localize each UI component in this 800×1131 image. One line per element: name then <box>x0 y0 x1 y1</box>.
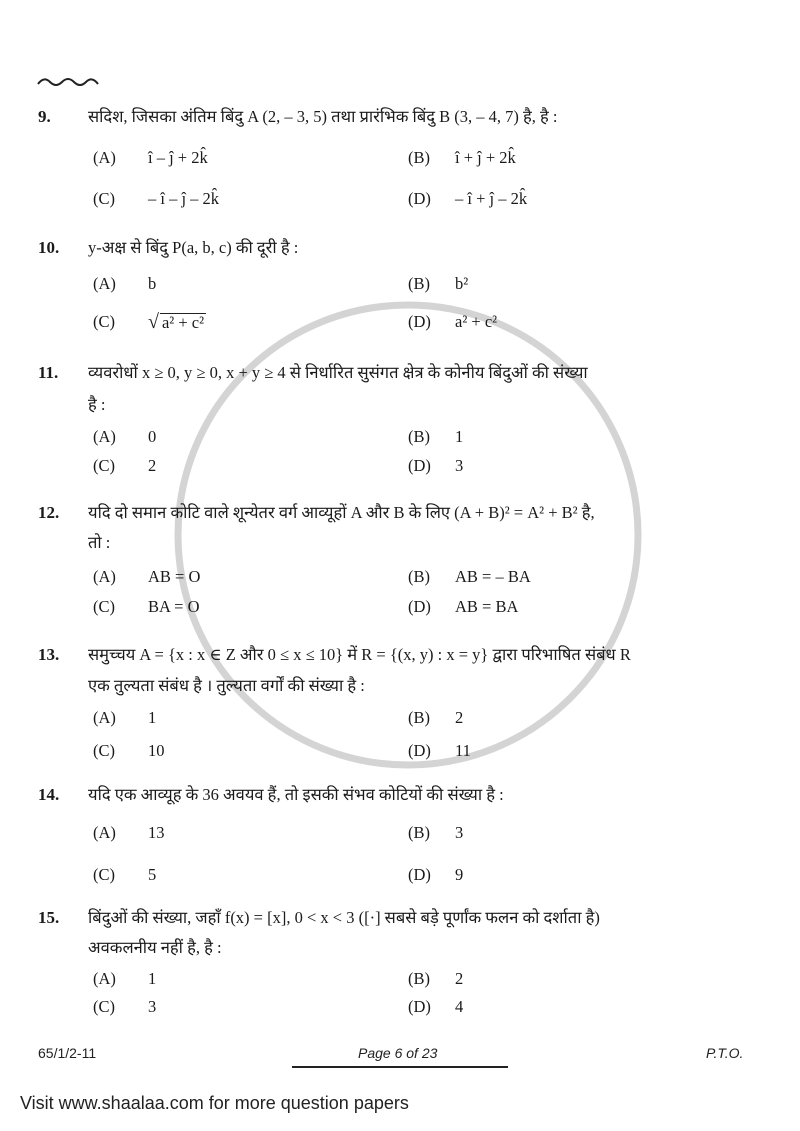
option-value: b <box>148 274 157 293</box>
visit-link-text[interactable]: Visit www.shaalaa.com for more question papers <box>20 1093 409 1113</box>
option-label: (C) <box>93 456 115 475</box>
option-value: AB = BA <box>455 597 519 616</box>
option-value: – î + ĵ – 2k̂ <box>455 189 528 208</box>
option-value: 10 <box>148 741 165 760</box>
question-text: y-अक्ष से बिंदु P(a, b, c) की दूरी है : <box>88 238 299 257</box>
option-value: î + ĵ + 2k̂ <box>455 148 516 167</box>
option-value: 3 <box>148 997 157 1016</box>
option-value: 1 <box>148 708 157 727</box>
option-label: (A) <box>93 567 116 586</box>
option-value-sqrt <box>148 312 206 333</box>
option-label: (A) <box>93 708 116 727</box>
option-value: a² + c² <box>161 313 205 332</box>
option-label: (B) <box>408 969 430 988</box>
option-value: – î – ĵ – 2k̂ <box>148 189 220 208</box>
sqrt-icon: √ <box>148 311 159 333</box>
option-value: a² + c² <box>455 312 498 331</box>
option-value: 3 <box>455 456 464 475</box>
option-label: (B) <box>408 274 430 293</box>
option-label: (A) <box>93 427 116 446</box>
option-value: 1 <box>455 427 464 446</box>
option-label: (A) <box>93 148 116 167</box>
option-label: (D) <box>408 597 431 616</box>
option-label: (D) <box>408 189 431 208</box>
pto-label: P.T.O. <box>706 1045 744 1061</box>
option-label: (B) <box>408 567 430 586</box>
option-label: (D) <box>408 741 431 760</box>
option-label: (C) <box>93 189 115 208</box>
question-number: 11. <box>38 363 59 382</box>
option-value: 4 <box>455 997 464 1016</box>
paper-code: 65/1/2-11 <box>38 1045 97 1061</box>
question-text: तो : <box>88 533 111 552</box>
option-label: (B) <box>408 708 430 727</box>
option-value: 2 <box>455 969 464 988</box>
option-value: 11 <box>455 741 471 760</box>
option-value: 2 <box>455 708 464 727</box>
question-number: 12. <box>38 503 60 522</box>
question-number: 10. <box>38 238 60 257</box>
question-text: एक तुल्यता संबंध है । तुल्यता वर्गों की संख्या है : <box>88 676 365 695</box>
question-text: बिंदुओं की संख्या, जहाँ f(x) = [x], 0 < x < 3 ([·] सबसे बड़े पूर्णांक फलन को दर्शाता है) <box>88 908 600 927</box>
option-value: 2 <box>148 456 157 475</box>
question-text: व्यवरोधों x ≥ 0, y ≥ 0, x + y ≥ 4 से निर्धारित सुसंगत क्षेत्र के कोनीय बिंदुओं की संख्या <box>88 363 588 382</box>
question-number: 9. <box>38 107 51 126</box>
option-label: (A) <box>93 823 116 842</box>
question-text: अवकलनीय नहीं है, है : <box>88 938 222 957</box>
question-text: यदि एक आव्यूह के 36 अवयव हैं, तो इसकी संभव कोटियों की संख्या है : <box>88 785 504 804</box>
question-text: समुच्चय A = {x : x ∈ Z और 0 ≤ x ≤ 10} में R = {(x, y) : x = y} द्वारा परिभाषित संबंध R <box>88 645 631 664</box>
option-label: (C) <box>93 597 115 616</box>
question-number: 15. <box>38 908 60 927</box>
option-value: 1 <box>148 969 157 988</box>
option-value: 13 <box>148 823 165 842</box>
option-label: (A) <box>93 969 116 988</box>
option-label: (D) <box>408 456 431 475</box>
option-label: (B) <box>408 148 430 167</box>
option-label: (B) <box>408 427 430 446</box>
option-label: (D) <box>408 997 431 1016</box>
option-label: (A) <box>93 274 116 293</box>
option-value: AB = O <box>148 567 201 586</box>
question-text: सदिश, जिसका अंतिम बिंदु A (2, – 3, 5) तथा प्रारंभिक बिंदु B (3, – 4, 7) है, है : <box>88 107 558 126</box>
option-label: (C) <box>93 865 115 884</box>
question-text: है : <box>88 395 106 414</box>
tilde-ornament-icon <box>36 76 104 88</box>
option-value: 3 <box>455 823 464 842</box>
option-value: AB = – BA <box>455 567 531 586</box>
option-value: 5 <box>148 865 157 884</box>
option-label: (B) <box>408 823 430 842</box>
question-number: 13. <box>38 645 60 664</box>
question-text: यदि दो समान कोटि वाले शून्येतर वर्ग आव्यूहों A और B के लिए (A + B)² = A² + B² है, <box>88 503 595 522</box>
option-value: 9 <box>455 865 464 884</box>
option-value: î – ĵ + 2k̂ <box>148 148 208 167</box>
page-number-underline <box>292 1066 508 1068</box>
page-number: Page 6 of 23 <box>358 1045 438 1061</box>
option-label: (C) <box>93 741 115 760</box>
option-value: BA = O <box>148 597 200 616</box>
option-label: (D) <box>408 312 431 331</box>
option-label: (D) <box>408 865 431 884</box>
option-label: (C) <box>93 997 115 1016</box>
question-number: 14. <box>38 785 60 804</box>
option-label: (C) <box>93 312 115 331</box>
option-value: 0 <box>148 427 157 446</box>
option-value: b² <box>455 274 469 293</box>
